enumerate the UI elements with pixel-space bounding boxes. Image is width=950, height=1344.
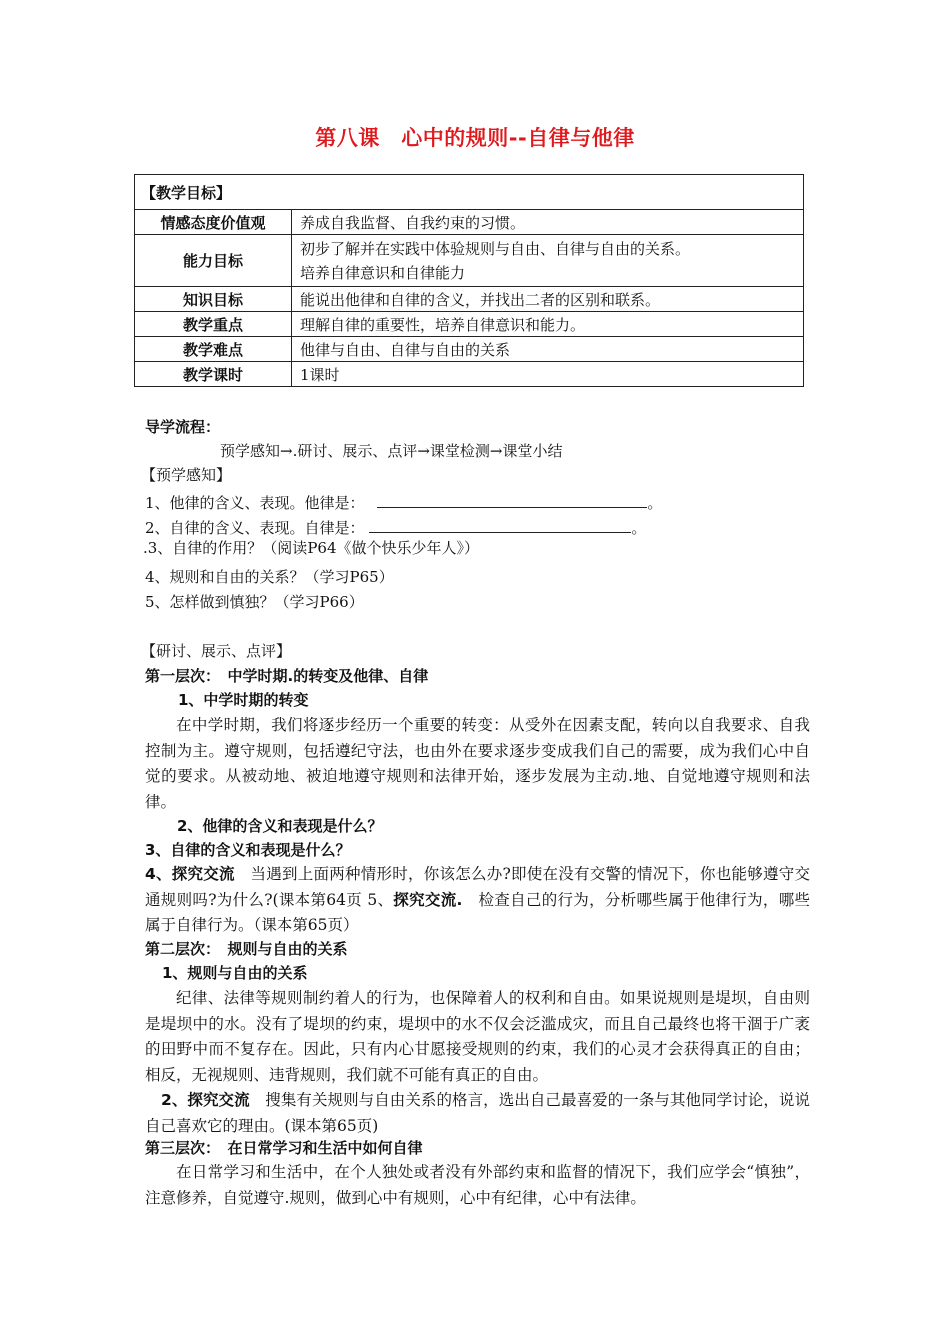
- table-row: [135, 312, 804, 337]
- table-row: [135, 235, 804, 287]
- row-content: 理解自律的重要性，培养自律意识和能力。: [292, 312, 804, 337]
- level-1-paragraph: 在中学时期，我们将逐步经历一个重要的转变：从受外在因素支配，转向以自我要求、自我控制为主。遵守规则，包括遵纪守法，也由外在要求逐步变成我们自己的需要，成为我们心中自觉的要求。从被动地、被迫地遵守规则和法律开始，逐步发展为主动.地、自觉地遵守规则和法律。: [145, 716, 810, 811]
- answer-blank[interactable]: [369, 516, 631, 533]
- inquiry-text-5: 检查自己的行为，分析哪些属于他律行为，哪些属于自律行为。（课本第65页）: [145, 890, 810, 934]
- level-1-subheading-1: 1、中学时期的转变: [178, 691, 309, 709]
- answer-blank[interactable]: [377, 491, 647, 508]
- teaching-goals-table: [134, 174, 804, 387]
- level-3-paragraph: 在日常学习和生活中，在个人独处或者没有外部约束和监督的情况下，我们应学会“慎独”，注意修养，自觉遵守.规则，做到心中有规则，心中有纪律，心中有法律。: [145, 1163, 810, 1207]
- inquiry-label-4: 4、探究交流: [145, 865, 235, 883]
- inquiry-text-4: 当遇到上面两种情形时，你该怎么办?即使在没有交警的情况下，你也能够遵守交通规则吗?为什么?(课本第64页 5、: [145, 865, 810, 909]
- preview-question-4: 4、规则和自由的关系？（学习P65）: [145, 568, 394, 586]
- level-2-inquiry-paragraph: [145, 1088, 810, 1139]
- preview-question-5: 5、怎样做到慎独？（学习P66）: [145, 593, 364, 611]
- level-3-title: 第三层次： 在日常学习和生活中如何自律: [145, 1139, 423, 1157]
- goals-table-header: 【教学目标】: [135, 175, 804, 210]
- question-end: 。: [631, 519, 647, 537]
- table-row: [135, 337, 804, 362]
- lesson-title: 第八课 心中的规则--自律与他律: [315, 126, 635, 150]
- level-2-subheading-1: 1、规则与自由的关系: [162, 964, 308, 982]
- table-row: [135, 210, 804, 235]
- row-label: 教学课时: [135, 362, 292, 387]
- row-content-line: 培养自律意识和自律能力: [300, 263, 466, 282]
- preview-question-3: .3、自律的作用？（阅读P64《做个快乐少年人》）: [143, 539, 479, 557]
- row-content: 1课时: [292, 362, 804, 387]
- question-text: 1、他律的含义、表现。他律是：: [145, 494, 365, 512]
- table-row: [135, 287, 804, 312]
- row-label: 情感态度价值观: [135, 210, 292, 235]
- row-label: 知识目标: [135, 287, 292, 312]
- level-1-subheading-2: 2、他律的含义和表现是什么？: [177, 817, 383, 835]
- flow-heading: 导学流程：: [145, 418, 221, 436]
- row-content: 能说出他律和自律的含义，并找出二者的区别和联系。: [292, 287, 804, 312]
- inquiry-label: 2、探究交流: [161, 1091, 250, 1109]
- level-2-paragraph: 纪律、法律等规则制约着人的行为，也保障着人的权利和自由。如果说规则是堤坝，自由则是堤坝中的水。没有了堤坝的约束，堤坝中的水不仅会泛滥成灾，而且自己最终也将干涸于广袤的田野中而不复存在。因此，只有内心甘愿接受规则的约束，我们的心灵才会获得真正的自由；相反，无视规则、违背规则，我们就不可能有真正的自由。: [145, 989, 810, 1084]
- question-text: 2、自律的含义、表现。自律是：: [145, 519, 365, 537]
- row-content-line: 初步了解并在实践中体验规则与自由、自律与自由的关系。: [300, 239, 691, 258]
- row-content: [292, 235, 804, 287]
- level-1-subheading-3: 3、自律的含义和表现是什么？: [145, 841, 351, 859]
- level-1-title: 第一层次： 中学时期.的转变及他律、自律: [145, 667, 429, 685]
- preview-question-2: [145, 516, 646, 539]
- row-label: 能力目标: [135, 235, 292, 287]
- row-content: 养成自我监督、自我约束的习惯。: [292, 210, 804, 235]
- flow-steps: 预学感知→.研讨、展示、点评→课堂检测→课堂小结: [220, 442, 563, 460]
- level-2-title: 第二层次： 规则与自由的关系: [145, 940, 348, 958]
- preview-heading: 【预学感知】: [141, 466, 232, 484]
- row-content: 他律与自由、自律与自由的关系: [292, 337, 804, 362]
- row-label: 教学重点: [135, 312, 292, 337]
- preview-question-1: [145, 491, 662, 514]
- inquiry-label-5: 探究交流.: [393, 890, 463, 909]
- discussion-heading: 【研讨、展示、点评】: [141, 642, 292, 660]
- table-row: [135, 362, 804, 387]
- row-label: 教学难点: [135, 337, 292, 362]
- level-1-inquiry-paragraph: [145, 862, 810, 939]
- question-end: 。: [647, 494, 663, 512]
- inquiry-text: 搜集有关规则与自由关系的格言，选出自己最喜爱的一条与其他同学讨论，说说自己喜欢它的理由。(课本第65页): [145, 1091, 810, 1135]
